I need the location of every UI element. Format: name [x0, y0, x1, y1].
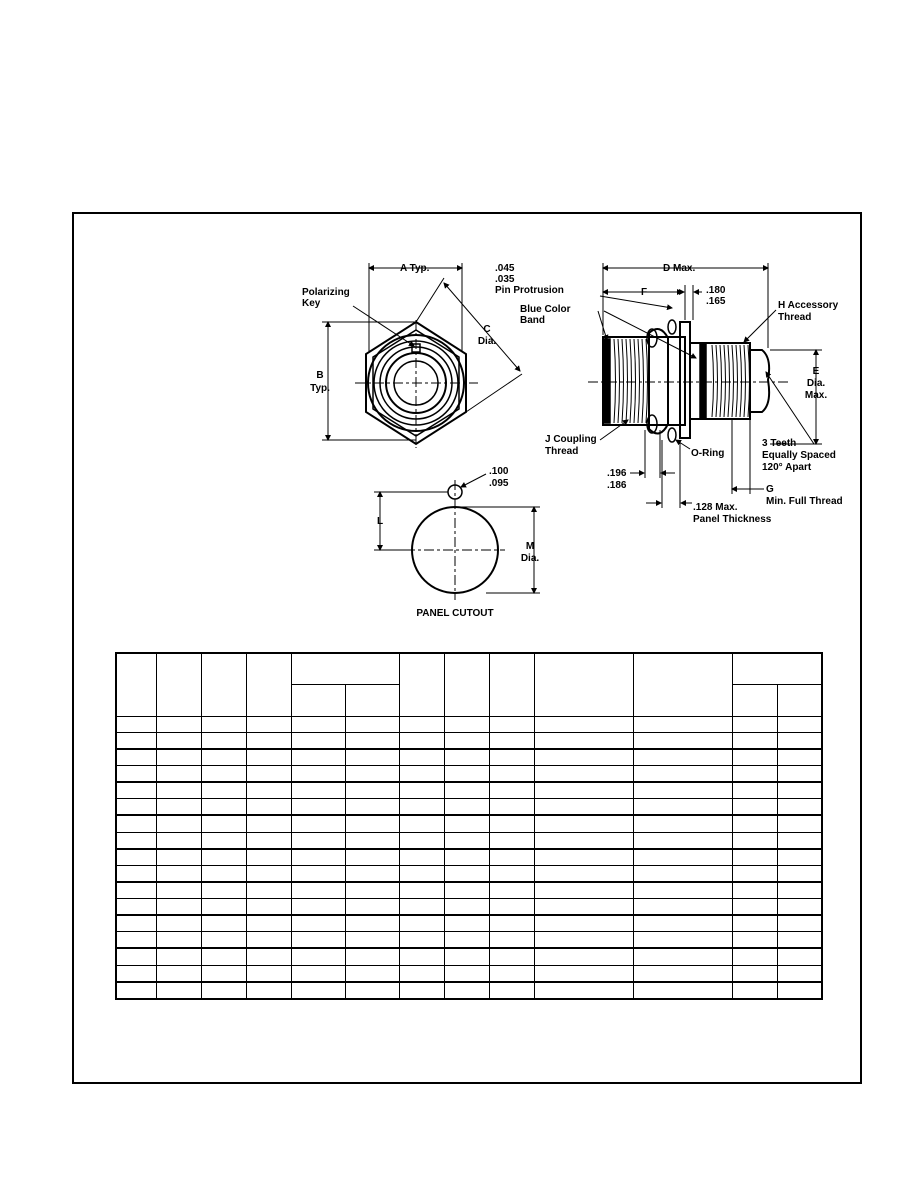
table-cell: [345, 915, 399, 932]
table-cell: [489, 948, 534, 965]
table-cell: [444, 865, 489, 882]
table-row: [116, 899, 822, 916]
table-cell: [116, 716, 156, 732]
table-cell: [116, 832, 156, 849]
table-cell: [156, 815, 201, 832]
table-cell: [489, 815, 534, 832]
table-subheader-cell: [291, 685, 345, 716]
table-cell: [489, 982, 534, 999]
table-cell: [201, 982, 246, 999]
table-cell: [116, 765, 156, 782]
table-cell: [291, 915, 345, 932]
table-cell: [534, 815, 633, 832]
table-cell: [116, 782, 156, 799]
table-row: [116, 782, 822, 799]
table-cell: [633, 782, 732, 799]
table-cell: [345, 865, 399, 882]
table-cell: [534, 799, 633, 816]
table-cell: [444, 948, 489, 965]
polarizing-key-label: Polarizing: [302, 287, 350, 298]
table-cell: [732, 915, 777, 932]
table-cell: [156, 965, 201, 982]
table-cell: [201, 749, 246, 766]
table-cell: [777, 948, 822, 965]
table-cell: [489, 782, 534, 799]
table-header-cell: [246, 653, 291, 716]
table-cell: [399, 899, 444, 916]
table-cell: [291, 965, 345, 982]
table-cell: [291, 832, 345, 849]
table-header-cell: [489, 653, 534, 716]
table-cell: [156, 832, 201, 849]
table-cell: [291, 716, 345, 732]
table-cell: [156, 799, 201, 816]
table-header-cell: [399, 653, 444, 716]
table-cell: [156, 948, 201, 965]
e-dim-label: E: [812, 366, 820, 377]
table-cell: [156, 765, 201, 782]
table-cell: [732, 899, 777, 916]
table-header-cell: [291, 653, 399, 685]
table-cell: [732, 882, 777, 899]
table-cell: [489, 849, 534, 866]
table-cell: [246, 948, 291, 965]
table-cell: [444, 749, 489, 766]
table-cell: [201, 965, 246, 982]
table-cell: [345, 832, 399, 849]
table-cell: [732, 865, 777, 882]
table-cell: [444, 732, 489, 749]
c-dim-label-dia: Dia.: [477, 336, 497, 347]
table-cell: [156, 899, 201, 916]
table-cell: [777, 899, 822, 916]
table-cell: [444, 899, 489, 916]
table-cell: [246, 932, 291, 949]
table-cell: [246, 815, 291, 832]
table-cell: [399, 732, 444, 749]
table-cell: [489, 932, 534, 949]
table-cell: [732, 832, 777, 849]
table-cell: [116, 882, 156, 899]
table-cell: [633, 832, 732, 849]
table-cell: [156, 716, 201, 732]
teeth-label: 3 Teeth: [762, 438, 797, 449]
table-cell: [291, 815, 345, 832]
table-cell: [489, 716, 534, 732]
table-cell: [399, 832, 444, 849]
table-cell: [633, 815, 732, 832]
table-cell: [489, 965, 534, 982]
table-cell: [291, 765, 345, 782]
table-cell: [156, 749, 201, 766]
table-cell: [732, 815, 777, 832]
table-cell: [345, 765, 399, 782]
table-cell: [201, 799, 246, 816]
table-cell: [633, 749, 732, 766]
table-cell: [534, 982, 633, 999]
table-cell: [534, 865, 633, 882]
panel-cutout-title: PANEL CUTOUT: [416, 608, 494, 619]
table-row: [116, 849, 822, 866]
table-row: [116, 915, 822, 932]
table-cell: [291, 982, 345, 999]
table-header-cell: [633, 653, 732, 716]
table-cell: [345, 965, 399, 982]
table-header-cell: [732, 653, 822, 685]
table-cell: [399, 948, 444, 965]
table-row: [116, 832, 822, 849]
table-cell: [777, 815, 822, 832]
table-row: [116, 815, 822, 832]
table-cell: [489, 732, 534, 749]
table-cell: [291, 865, 345, 882]
table-cell: [246, 765, 291, 782]
table-cell: [732, 932, 777, 949]
table-row: [116, 749, 822, 766]
h-thread-label-2: Thread: [778, 312, 812, 323]
table-cell: [246, 799, 291, 816]
table-cell: [345, 932, 399, 949]
j-thread-label-2: Thread: [545, 446, 579, 457]
table-cell: [777, 932, 822, 949]
table-row: [116, 765, 822, 782]
table-cell: [732, 765, 777, 782]
table-row: [116, 882, 822, 899]
table-cell: [777, 765, 822, 782]
table-cell: [534, 899, 633, 916]
blue-color-band: [603, 339, 610, 423]
table-cell: [345, 815, 399, 832]
table-cell: [201, 915, 246, 932]
table-cell: [732, 749, 777, 766]
e-dim-label-max: Max.: [804, 390, 828, 401]
table-cell: [777, 982, 822, 999]
table-cell: [345, 882, 399, 899]
hole-dim-1: .100: [489, 466, 509, 477]
table-cell: [777, 865, 822, 882]
table-header-cell: [156, 653, 201, 716]
table-cell: [116, 932, 156, 949]
table-cell: [116, 899, 156, 916]
table-cell: [489, 865, 534, 882]
table-cell: [633, 965, 732, 982]
table-cell: [534, 732, 633, 749]
table-cell: [345, 749, 399, 766]
table-cell: [732, 982, 777, 999]
table-cell: [345, 799, 399, 816]
table-row: [116, 732, 822, 749]
table-cell: [489, 749, 534, 766]
table-cell: [201, 899, 246, 916]
table-cell: [246, 716, 291, 732]
table-cell: [534, 832, 633, 849]
table-cell: [201, 948, 246, 965]
table-cell: [246, 732, 291, 749]
table-cell: [732, 782, 777, 799]
b-dim-label-typ: Typ.: [310, 383, 330, 394]
table-cell: [291, 948, 345, 965]
table-cell: [246, 882, 291, 899]
f-dim-label: F: [641, 287, 648, 298]
table-cell: [345, 716, 399, 732]
table-cell: [345, 849, 399, 866]
table-cell: [534, 765, 633, 782]
table-cell: [156, 732, 201, 749]
table-cell: [444, 882, 489, 899]
f-tol-dim-1: .180: [706, 285, 726, 296]
table-cell: [534, 782, 633, 799]
polarizing-key-label-2: Key: [302, 298, 321, 309]
table-cell: [633, 948, 732, 965]
table-cell: [156, 865, 201, 882]
table-cell: [246, 982, 291, 999]
table-cell: [534, 882, 633, 899]
dimension-table: [115, 652, 823, 1000]
table-cell: [201, 716, 246, 732]
table-cell: [489, 915, 534, 932]
table-cell: [201, 865, 246, 882]
hole-dim-2: .095: [489, 478, 509, 489]
table-cell: [489, 799, 534, 816]
table-cell: [201, 849, 246, 866]
table-cell: [116, 849, 156, 866]
table-cell: [534, 948, 633, 965]
table-cell: [201, 882, 246, 899]
table-cell: [291, 782, 345, 799]
table-cell: [633, 849, 732, 866]
g-dim-label-2: Min. Full Thread: [766, 496, 843, 507]
table-cell: [732, 948, 777, 965]
table-cell: [291, 899, 345, 916]
table-cell: [399, 849, 444, 866]
table-cell: [116, 799, 156, 816]
table-cell: [201, 832, 246, 849]
a-dim-label: A Typ.: [400, 263, 430, 274]
h-thread-label: H Accessory: [778, 300, 839, 311]
pin-protrusion-label: Pin Protrusion: [495, 285, 564, 296]
table-cell: [246, 849, 291, 866]
table-cell: [399, 882, 444, 899]
table-cell: [732, 965, 777, 982]
table-cell: [345, 899, 399, 916]
table-cell: [399, 815, 444, 832]
flange-dim-2: .186: [607, 480, 627, 491]
table-cell: [201, 932, 246, 949]
m-dim-label: M: [525, 541, 535, 552]
table-cell: [777, 832, 822, 849]
table-cell: [633, 932, 732, 949]
table-cell: [116, 815, 156, 832]
table-cell: [777, 749, 822, 766]
table-cell: [399, 799, 444, 816]
table-cell: [116, 948, 156, 965]
table-cell: [633, 865, 732, 882]
table-cell: [345, 732, 399, 749]
g-dim-label: G: [766, 484, 774, 495]
blue-band-label-2: Band: [520, 315, 545, 326]
e-dim-label-dia: Dia.: [806, 378, 826, 389]
table-cell: [201, 732, 246, 749]
table-cell: [534, 915, 633, 932]
b-dim-label: B: [316, 370, 324, 381]
table-row: [116, 965, 822, 982]
table-cell: [399, 749, 444, 766]
table-header-cell: [534, 653, 633, 716]
table-cell: [246, 899, 291, 916]
blue-band-label: Blue Color: [520, 304, 571, 315]
table-cell: [444, 765, 489, 782]
table-cell: [777, 732, 822, 749]
panel-thickness-label: Panel Thickness: [693, 514, 772, 525]
o-ring-label: O-Ring: [691, 448, 725, 459]
table-cell: [116, 915, 156, 932]
table-cell: [633, 799, 732, 816]
table-cell: [156, 915, 201, 932]
panel-thickness-dim: .128 Max.: [693, 502, 738, 513]
panel-cutout-view: [374, 474, 540, 600]
table-cell: [777, 882, 822, 899]
table-cell: [201, 782, 246, 799]
table-row: [116, 865, 822, 882]
table-cell: [116, 965, 156, 982]
table-cell: [444, 965, 489, 982]
table-cell: [399, 765, 444, 782]
table-cell: [291, 932, 345, 949]
l-dim-label: L: [376, 516, 384, 527]
table-cell: [345, 982, 399, 999]
table-cell: [489, 899, 534, 916]
flange-dim-1: .196: [607, 468, 627, 479]
table-row: [116, 932, 822, 949]
table-cell: [156, 982, 201, 999]
table-cell: [444, 849, 489, 866]
table-cell: [633, 732, 732, 749]
table-cell: [444, 982, 489, 999]
table-cell: [444, 815, 489, 832]
table-subheader-cell: [777, 685, 822, 716]
table-cell: [399, 716, 444, 732]
table-cell: [291, 882, 345, 899]
table-cell: [732, 716, 777, 732]
table-cell: [116, 732, 156, 749]
table-row: [116, 948, 822, 965]
table-cell: [291, 749, 345, 766]
table-cell: [732, 799, 777, 816]
teeth-label-2: Equally Spaced: [762, 450, 836, 461]
table-cell: [246, 965, 291, 982]
table-cell: [246, 749, 291, 766]
table-row: [116, 799, 822, 816]
c-dim-label: C: [483, 324, 491, 335]
table-header-cell: [201, 653, 246, 716]
j-thread-label: J Coupling: [545, 434, 597, 445]
table-cell: [399, 982, 444, 999]
table-subheader-cell: [732, 685, 777, 716]
table-cell: [633, 915, 732, 932]
table-cell: [732, 849, 777, 866]
table-cell: [399, 915, 444, 932]
table-cell: [116, 982, 156, 999]
m-dim-label-dia: Dia.: [520, 553, 540, 564]
table-cell: [633, 899, 732, 916]
table-header-cell: [444, 653, 489, 716]
table-cell: [777, 799, 822, 816]
table-cell: [201, 815, 246, 832]
table-cell: [534, 932, 633, 949]
table-cell: [633, 982, 732, 999]
table-cell: [534, 716, 633, 732]
table-cell: [444, 782, 489, 799]
table-cell: [399, 965, 444, 982]
table-cell: [633, 882, 732, 899]
table-row: [116, 982, 822, 999]
table-row: [116, 716, 822, 732]
table-cell: [444, 716, 489, 732]
table-cell: [777, 716, 822, 732]
table-cell: [633, 716, 732, 732]
f-tol-dim-2: .165: [706, 296, 726, 307]
table-cell: [156, 882, 201, 899]
table-cell: [534, 749, 633, 766]
table-cell: [246, 832, 291, 849]
table-cell: [156, 932, 201, 949]
table-cell: [246, 865, 291, 882]
table-cell: [777, 915, 822, 932]
front-view: [322, 263, 522, 448]
table-cell: [633, 765, 732, 782]
table-cell: [156, 849, 201, 866]
pin-protrusion-dim-2: .035: [495, 274, 515, 285]
table-cell: [246, 915, 291, 932]
table-cell: [291, 732, 345, 749]
table-cell: [534, 849, 633, 866]
table-cell: [489, 882, 534, 899]
table-cell: [399, 865, 444, 882]
table-cell: [399, 932, 444, 949]
pin-protrusion-dim-1: .045: [495, 263, 515, 274]
table-cell: [201, 765, 246, 782]
table-cell: [732, 732, 777, 749]
table-cell: [291, 799, 345, 816]
table-cell: [156, 782, 201, 799]
table-cell: [444, 832, 489, 849]
table-cell: [777, 782, 822, 799]
table-cell: [246, 782, 291, 799]
table-cell: [291, 849, 345, 866]
table-subheader-cell: [345, 685, 399, 716]
table-cell: [345, 948, 399, 965]
table-cell: [399, 782, 444, 799]
table-cell: [534, 965, 633, 982]
table-cell: [489, 765, 534, 782]
table-cell: [116, 865, 156, 882]
table-cell: [444, 799, 489, 816]
table-cell: [345, 782, 399, 799]
table-cell: [489, 832, 534, 849]
table-cell: [777, 849, 822, 866]
table-header-cell: [116, 653, 156, 716]
table-cell: [444, 915, 489, 932]
table-cell: [777, 965, 822, 982]
table-cell: [116, 749, 156, 766]
table-cell: [444, 932, 489, 949]
teeth-label-3: 120° Apart: [762, 462, 812, 473]
d-dim-label: D Max.: [663, 263, 696, 274]
